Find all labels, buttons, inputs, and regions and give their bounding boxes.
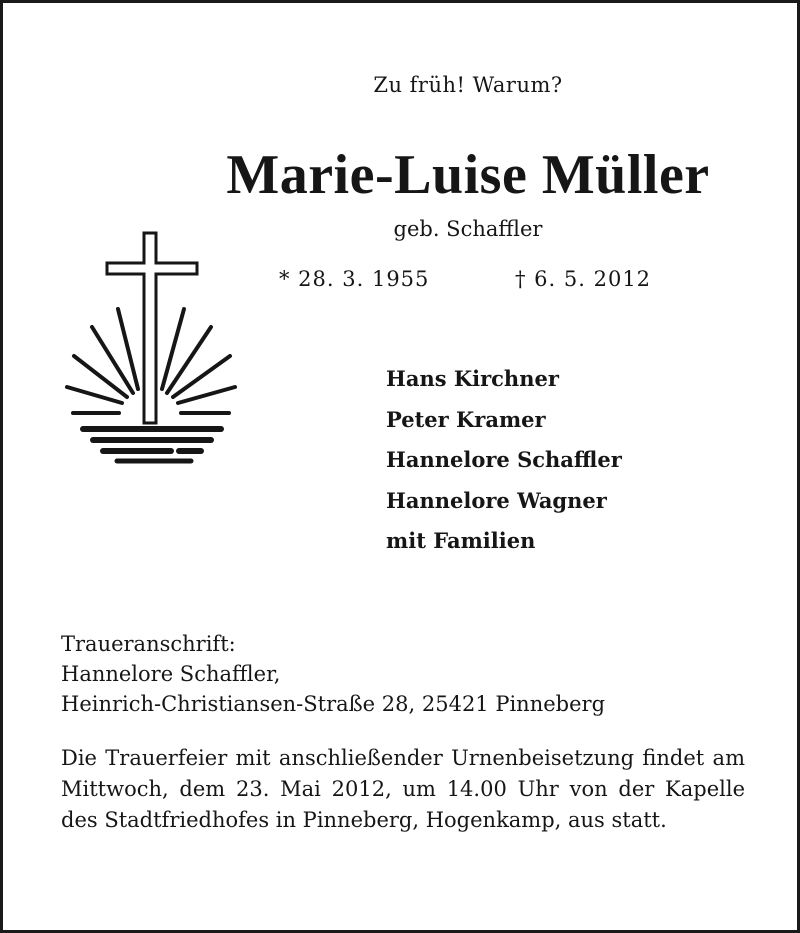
death-date: † 6. 5. 2012	[515, 267, 652, 291]
mourners-list	[386, 363, 622, 566]
address-street: Heinrich-Christiansen-Straße 28, 25421 Pinneberg	[61, 692, 606, 716]
address-name: Hannelore Schaffler,	[61, 662, 281, 686]
birth-date: * 28. 3. 1955	[279, 267, 430, 291]
mourner-name: Peter Kramer	[386, 406, 546, 432]
mourner-name: Hans Kirchner	[386, 366, 559, 391]
mourner-name: Hannelore Wagner	[386, 487, 607, 513]
birth-name: geb. Schaffler	[393, 217, 543, 241]
mourner-family: mit Familien	[386, 528, 536, 553]
motto: Zu früh! Warum?	[373, 73, 563, 97]
cross-with-rising-sun-icon	[59, 229, 249, 465]
mourning-address	[61, 629, 605, 719]
ceremony-details: Die Trauerfeier mit anschließender Urnenbeisetzung findet am Mittwoch, dem 23. Mai 2012, um 14.00 Uhr von der Kapelle des Stadtfriedhofes in Pinneberg, Hogenkamp, aus statt.	[61, 746, 745, 832]
mourner-name: Hannelore Schaffler	[386, 447, 622, 472]
deceased-name: Marie-Luise Müller	[226, 144, 710, 206]
address-label: Traueranschrift:	[61, 632, 236, 656]
